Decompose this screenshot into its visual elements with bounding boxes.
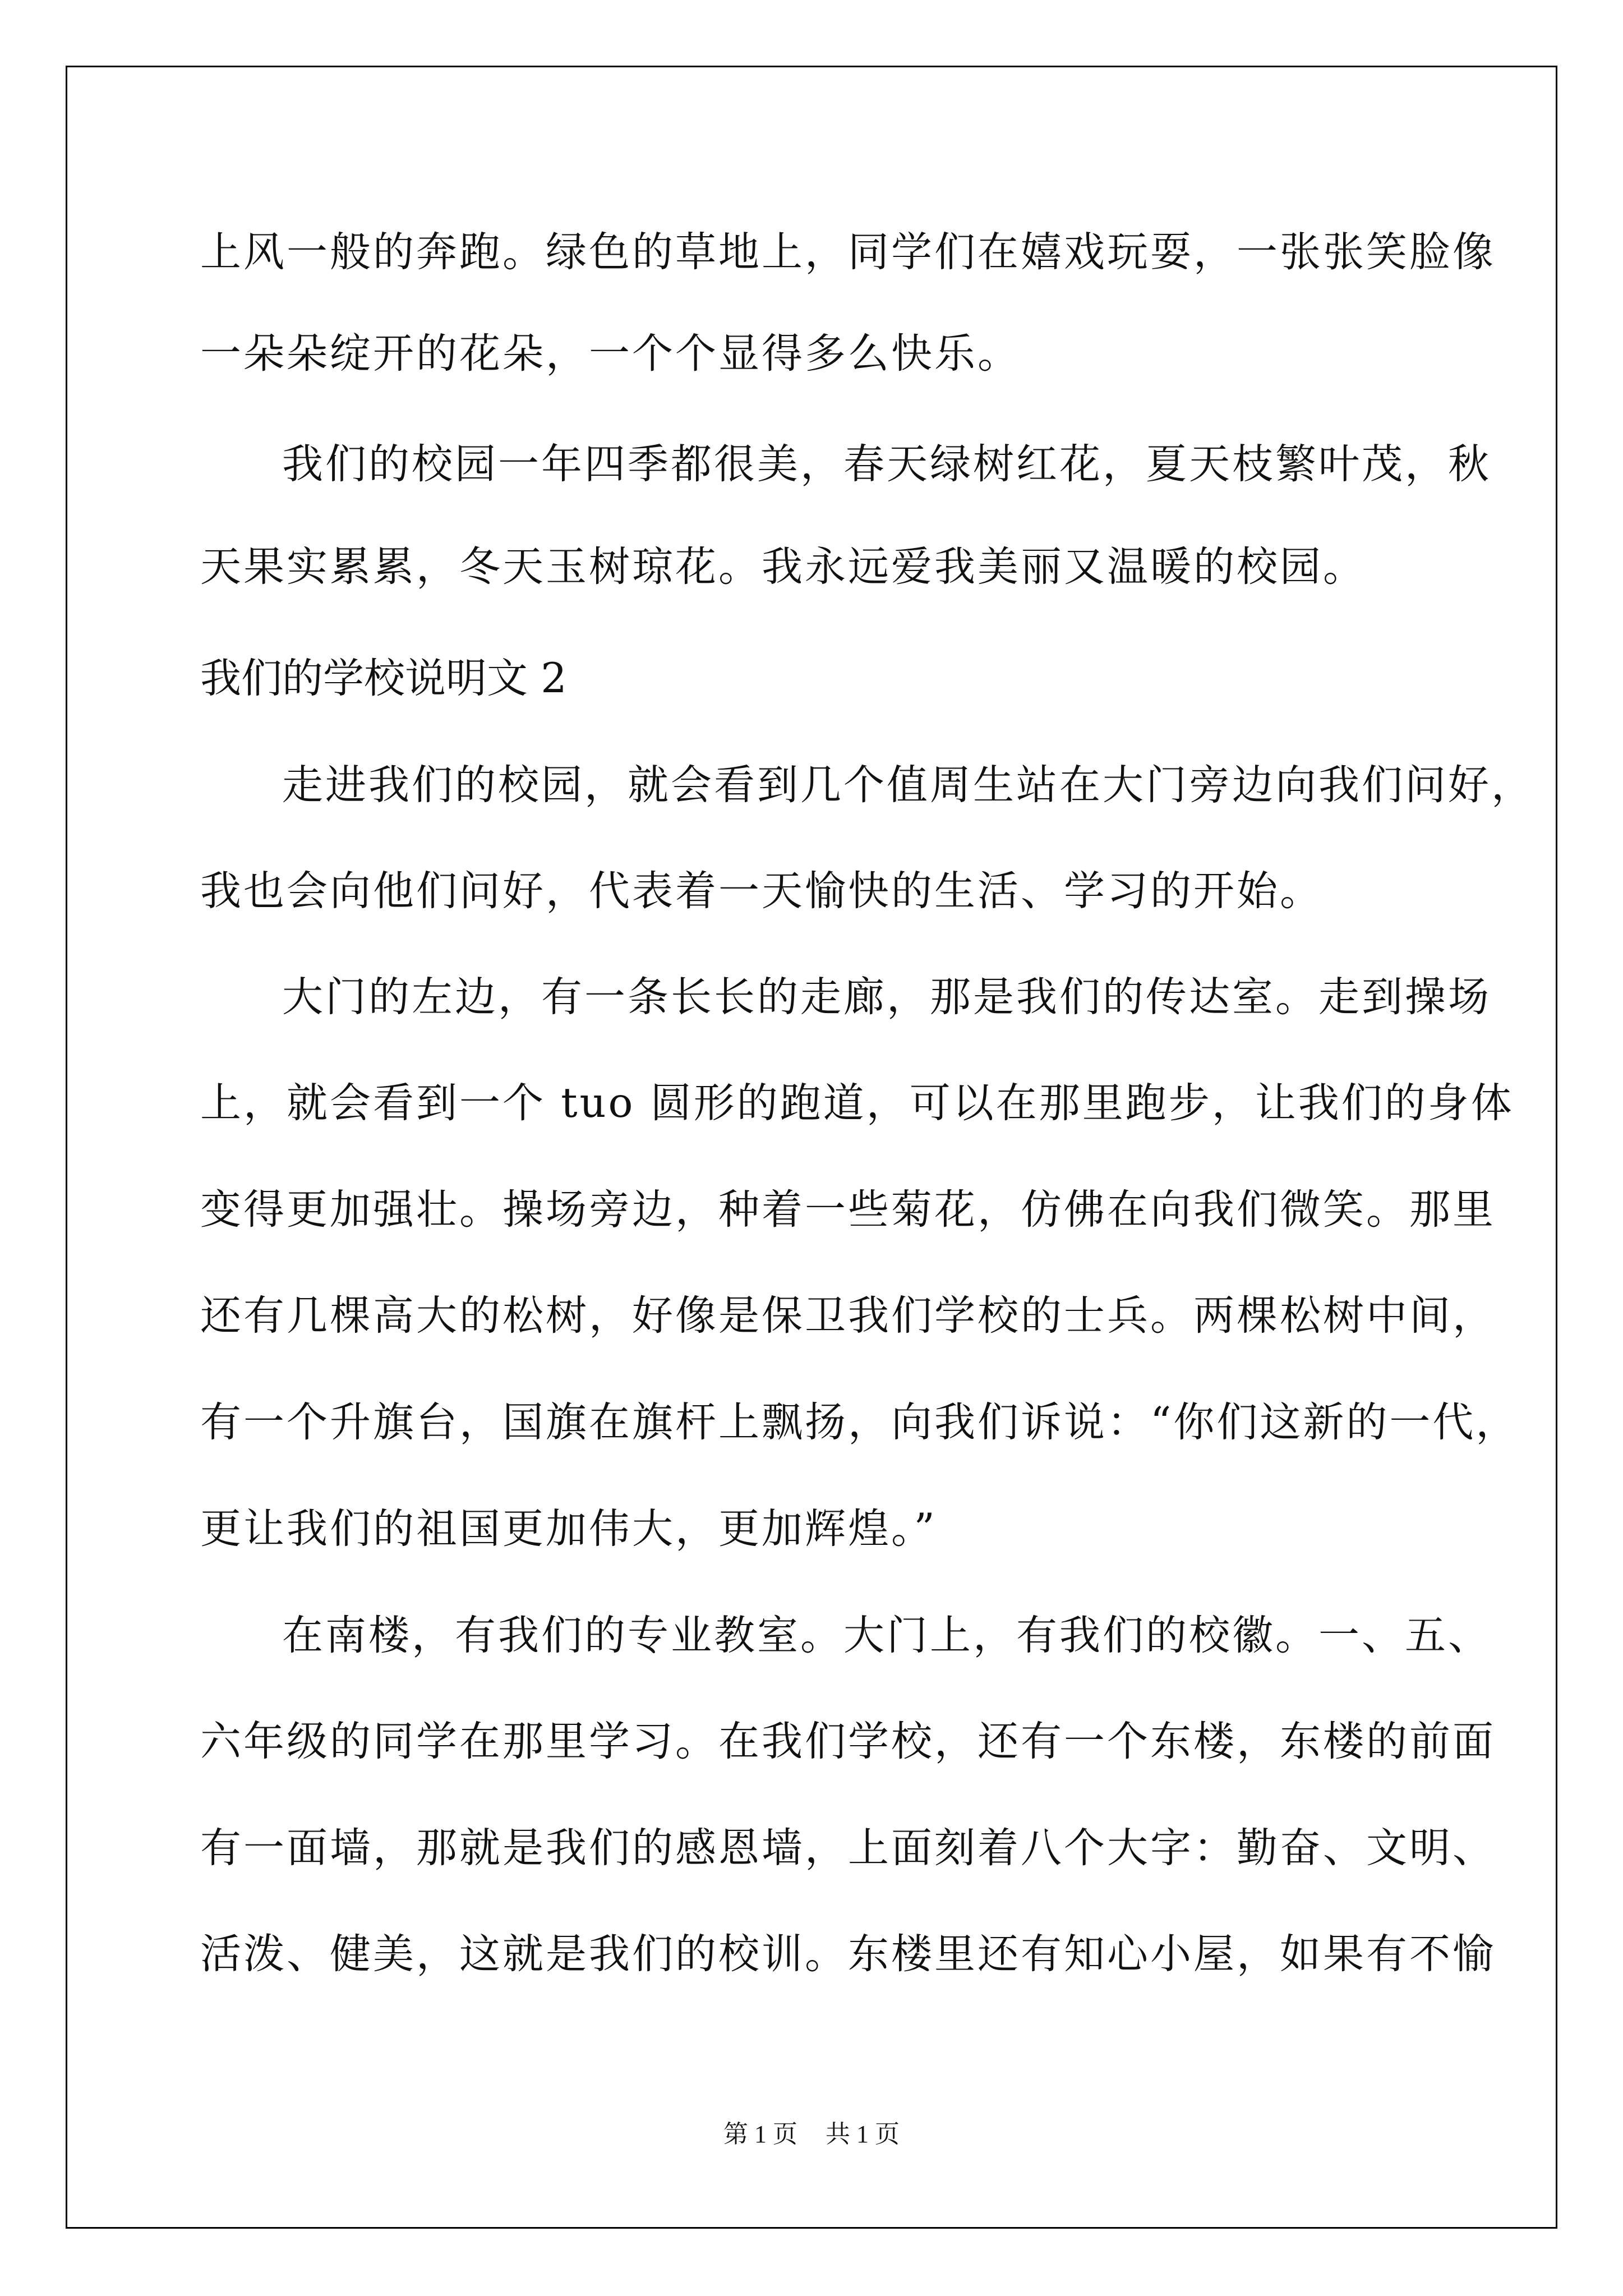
body-line-16: 活泼、健美，这就是我们的校训。东楼里还有知心小屋，如果有不愉 — [200, 1930, 1496, 1978]
body-line-6: 我也会向他们问好，代表着一天愉快的生活、学习的开始。 — [200, 867, 1323, 915]
body-line-8: 上，就会看到一个 tuo 圆形的跑道，可以在那里跑步，让我们的身体 — [200, 1079, 1514, 1127]
body-line-3: 我们的校园一年四季都很美，春天绿树红花，夏天枝繁叶茂，秋 — [282, 440, 1491, 488]
page-number: 第 1 页 — [723, 2120, 797, 2148]
body-line-11: 有一个升旗台，国旗在旗杆上飘扬，向我们诉说：“你们这新的一代， — [200, 1398, 1519, 1446]
body-line-1: 上风一般的奔跑。绿色的草地上，同学们在嬉戏玩耍，一张张笑脸像 — [200, 228, 1496, 276]
body-line-13: 在南楼，有我们的专业教室。大门上，有我们的校徽。一、五、 — [282, 1612, 1491, 1659]
body-line-5: 走进我们的校园，就会看到几个值周生站在大门旁边向我们问好， — [282, 761, 1534, 809]
page-footer — [0, 2118, 1623, 2151]
body-line-14: 六年级的同学在那里学习。在我们学校，还有一个东楼，东楼的前面 — [200, 1718, 1496, 1765]
body-line-12: 更让我们的祖国更加伟大，更加辉煌。” — [200, 1505, 937, 1553]
body-line-7: 大门的左边，有一条长长的走廊，那是我们的传达室。走到操场 — [282, 973, 1491, 1021]
body-line-15: 有一面墙，那就是我们的感恩墙，上面刻着八个大字：勤奋、文明、 — [200, 1824, 1496, 1872]
page-border — [66, 66, 1557, 2229]
body-line-2: 一朵朵绽开的花朵，一个个显得多么快乐。 — [200, 330, 1021, 378]
section-heading: 我们的学校说明文 2 — [200, 655, 567, 702]
body-line-10: 还有几棵高大的松树，好像是保卫我们学校的士兵。两棵松树中间， — [200, 1292, 1496, 1340]
body-line-4: 天果实累累，冬天玉树琼花。我永远爱我美丽又温暖的校园。 — [200, 543, 1366, 591]
body-line-9: 变得更加强壮。操场旁边，种着一些菊花，仿佛在向我们微笑。那里 — [200, 1186, 1496, 1234]
page-total: 共 1 页 — [826, 2120, 900, 2148]
